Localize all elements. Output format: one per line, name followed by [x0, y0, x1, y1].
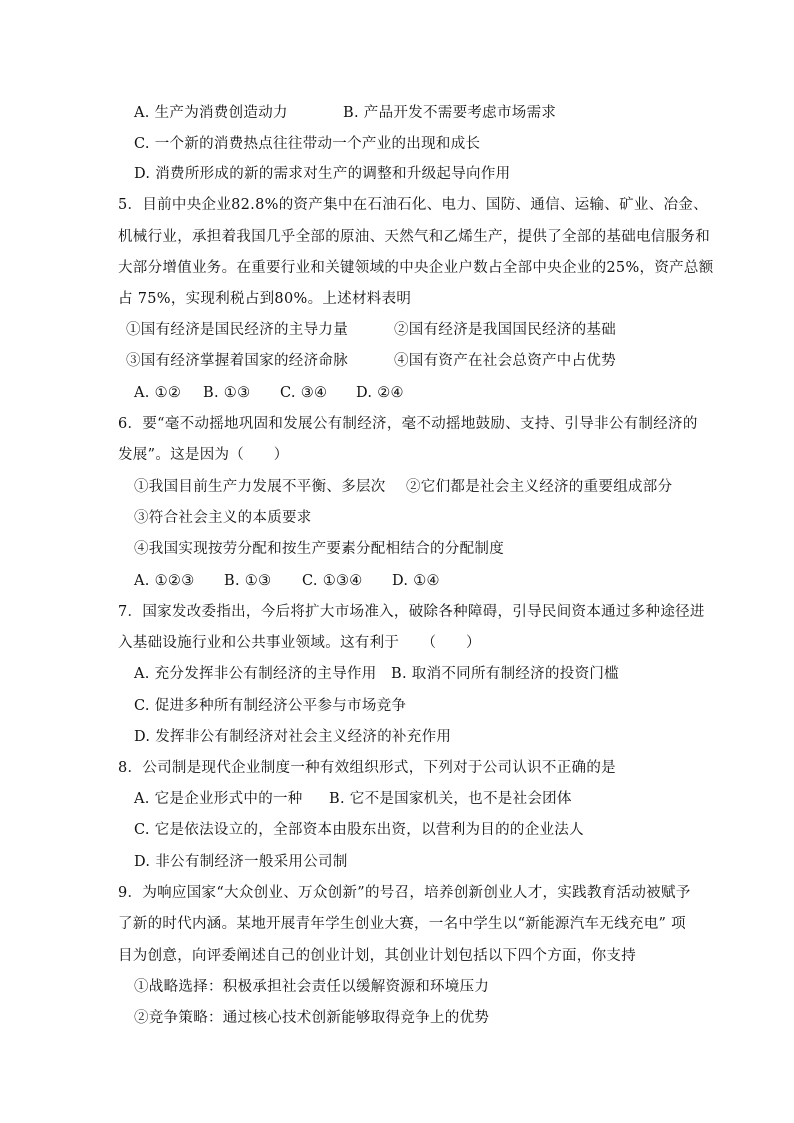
q7-option-a: A. 充分发挥非公有制经济的主导作用 [134, 666, 377, 682]
q8-option-a: A. 它是企业形式中的一种 [134, 791, 303, 807]
q6-statement-3: ③符合社会主义的本质要求 [134, 510, 312, 526]
q6-statement-1: ①我国目前生产力发展不平衡、多层次 [134, 479, 386, 495]
q4-option-b: B. 产品开发不需要考虑市场需求 [343, 105, 557, 121]
q4-options-ab [134, 103, 556, 123]
q7-option-d: D. 发挥非公有制经济对社会主义经济的补充作用 [134, 729, 452, 745]
q7-stem-line-1: 7．国家发改委指出，今后将扩大市场准入，破除各种障碍，引导民间资本通过多种途径进 [118, 604, 705, 620]
q9-statement-2: ②竞争策略：通过核心技术创新能够取得竞争上的优势 [134, 1010, 490, 1026]
q5-stem-line-1: 5．目前中央企业82.8%的资产集中在石油石化、电力、国防、通信、运输、矿业、冶金、 [118, 197, 708, 213]
q5-statements-34 [126, 351, 616, 371]
q5-statement-3: ③国有经济掌握着国家的经济命脉 [126, 353, 348, 369]
q6-options: A. ①②③ B. ①③ C. ①③④ D. ①④ [134, 573, 440, 589]
q9-stem-line-1: 9．为响应国家“大众创业、万众创新”的号召，培养创新创业人才，实践教育活动被赋予 [118, 885, 691, 901]
q5-statement-1: ①国有经济是国民经济的主导力量 [126, 322, 348, 338]
q9-stem-line-2: 了新的时代内涵。某地开展青年学生创业大赛，一名中学生以“新能源汽车无线充电” 项 [118, 916, 686, 932]
q9-statement-1: ①战略选择：积极承担社会责任以缓解资源和环境压力 [134, 979, 490, 995]
q4-option-c: C. 一个新的消费热点往往带动一个产业的出现和成长 [134, 136, 481, 152]
q5-stem-line-2: 机械行业，承担着我国几乎全部的原油、天然气和乙烯生产，提供了全部的基础电信服务和 [118, 229, 710, 245]
q8-stem: 8．公司制是现代企业制度一种有效组织形式，下列对于公司认识不正确的是 [118, 760, 616, 776]
q7-options-ab [134, 664, 619, 684]
q4-option-a: A. 生产为消费创造动力 [134, 105, 288, 121]
q7-option-c: C. 促进多种所有制经济公平参与市场竞争 [134, 698, 407, 714]
q6-statement-2: ②它们都是社会主义经济的重要组成部分 [406, 479, 673, 495]
q5-stem-line-4: 占 75%，实现利税占到80%。上述材料表明 [118, 291, 412, 307]
q7-option-b: B. 取消不同所有制经济的投资门槛 [391, 666, 619, 682]
q5-statements-12 [126, 320, 616, 340]
q6-stem-line-1: 6．要“毫不动摇地巩固和发展公有制经济，毫不动摇地鼓励、支持、引导非公有制经济的 [118, 416, 698, 432]
q5-stem-line-3: 大部分增值业务。在重要行业和关键领域的中央企业户数占全部中央企业的25%，资产总额 [118, 260, 714, 276]
q5-statement-4: ④国有资产在社会总资产中占优势 [394, 353, 616, 369]
q5-options: A. ①② B. ①③ C. ③④ D. ②④ [134, 385, 404, 401]
q7-stem-line-2: 入基础设施行业和公共事业领域。这有利于 （ ） [118, 635, 481, 651]
q8-options-ab [134, 789, 572, 809]
q8-option-b: B. 它不是国家机关，也不是社会团体 [329, 791, 572, 807]
q8-option-d: D. 非公有制经济一般采用公司制 [134, 854, 348, 870]
q9-stem-line-3: 目为创意，向评委阐述自己的创业计划，其创业计划包括以下四个方面，你支持 [118, 948, 636, 964]
q6-statements-12 [134, 477, 672, 497]
q5-statement-2: ②国有经济是我国国民经济的基础 [394, 322, 616, 338]
q6-statement-4: ④我国实现按劳分配和按生产要素分配相结合的分配制度 [134, 541, 504, 557]
q4-option-d: D. 消费所形成的新的需求对生产的调整和升级起导向作用 [134, 166, 511, 182]
q6-stem-line-2: 发展”。这是因为（ ） [118, 447, 289, 463]
q8-option-c: C. 它是依法设立的，全部资本由股东出资，以营利为目的的企业法人 [134, 822, 584, 838]
